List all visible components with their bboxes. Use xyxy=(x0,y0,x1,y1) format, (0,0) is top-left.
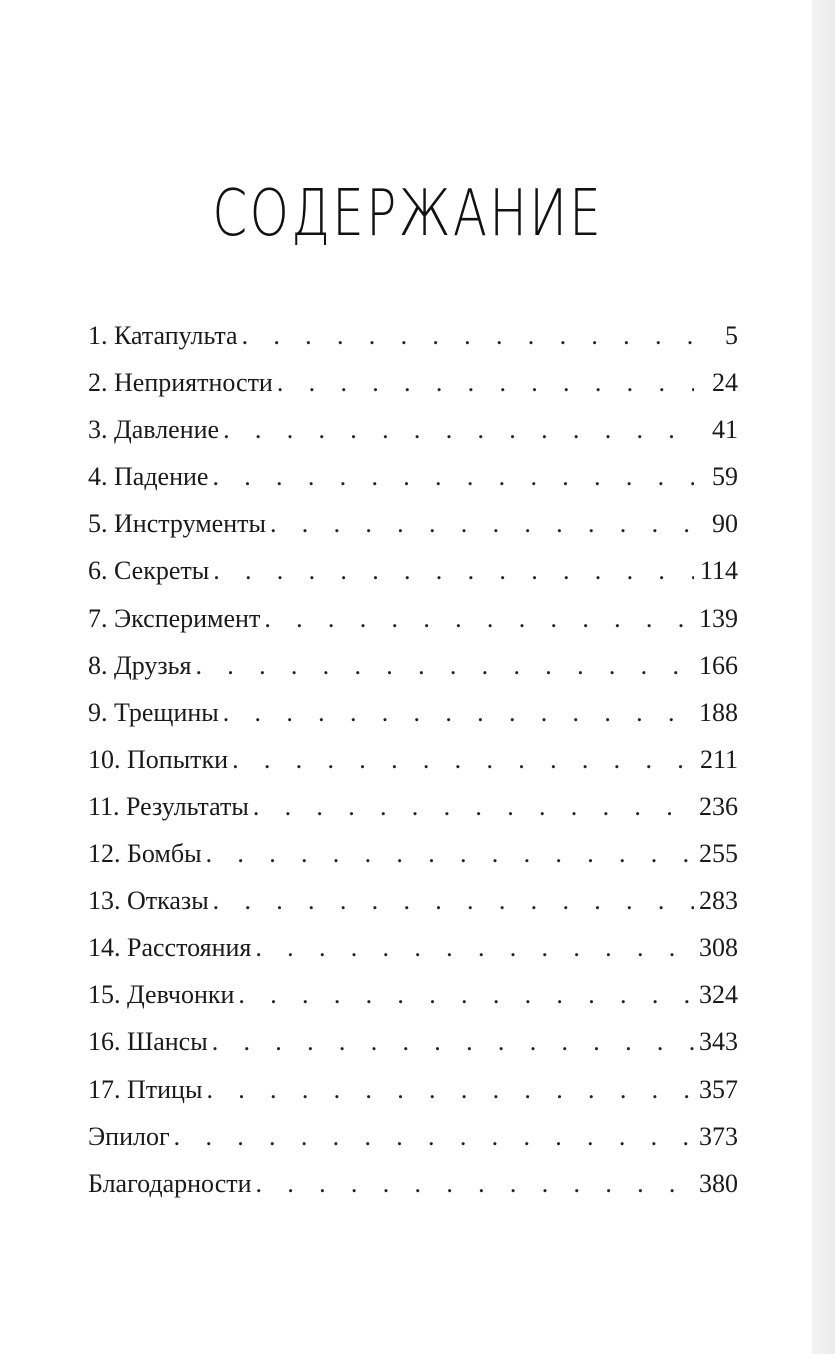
toc-entry-label: 17. Птицы xyxy=(88,1074,203,1104)
toc-entry-page: 139 xyxy=(699,603,738,633)
toc-entry-label: 9. Трещины xyxy=(88,697,219,727)
toc-entry-page: 373 xyxy=(699,1121,738,1151)
toc-entry-label: 15. Девчонки xyxy=(88,980,235,1010)
toc-entry-page: 343 xyxy=(699,1027,738,1057)
toc-entry-page: 41 xyxy=(712,415,738,445)
toc-entry xyxy=(88,406,738,453)
toc-entry-page: 357 xyxy=(699,1074,738,1104)
toc-entry xyxy=(88,595,738,642)
toc-entry-page: 380 xyxy=(699,1168,738,1198)
toc-leader-dots xyxy=(270,500,694,547)
toc-entry-page: 59 xyxy=(712,462,738,492)
toc-entry-page: 255 xyxy=(699,839,738,869)
toc-leader-dots xyxy=(212,1018,694,1065)
toc-entry-label: 7. Эксперимент xyxy=(88,603,261,633)
toc-leader-dots xyxy=(277,359,694,406)
toc-entry xyxy=(88,1018,738,1065)
toc-entry-label: 14. Расстояния xyxy=(88,933,252,963)
toc-entry-page: 308 xyxy=(699,933,738,963)
table-of-contents xyxy=(88,312,738,1207)
toc-entry-label: 12. Бомбы xyxy=(88,839,202,869)
toc-entry-page: 24 xyxy=(712,368,738,398)
toc-entry xyxy=(88,500,738,547)
page-title: СОДЕРЖАНИЕ xyxy=(212,177,604,251)
toc-entry-label: 5. Инструменты xyxy=(88,509,266,539)
toc-entry-label: 10. Попытки xyxy=(88,744,229,774)
toc-leader-dots xyxy=(238,971,694,1018)
toc-entry xyxy=(88,877,738,924)
toc-entry xyxy=(88,783,738,830)
toc-entry-label: 16. Шансы xyxy=(88,1027,208,1057)
toc-leader-dots xyxy=(223,406,694,453)
toc-leader-dots xyxy=(232,736,694,783)
toc-entry-label: 8. Друзья xyxy=(88,650,192,680)
toc-leader-dots xyxy=(242,312,694,359)
toc-entry xyxy=(88,1066,738,1113)
toc-entry-label: 2. Неприятности xyxy=(88,368,273,398)
toc-entry-page: 166 xyxy=(699,650,738,680)
toc-leader-dots xyxy=(206,1066,694,1113)
toc-entry xyxy=(88,642,738,689)
toc-leader-dots xyxy=(213,877,694,924)
toc-entry-label: 11. Результаты xyxy=(88,791,249,821)
toc-entry xyxy=(88,312,738,359)
toc-leader-dots xyxy=(206,830,694,877)
toc-entry xyxy=(88,971,738,1018)
toc-leader-dots xyxy=(253,783,694,830)
toc-entry-page: 114 xyxy=(699,556,738,586)
toc-entry-page: 211 xyxy=(699,744,738,774)
toc-leader-dots xyxy=(212,453,694,500)
toc-leader-dots xyxy=(213,547,694,594)
toc-entry-label: 13. Отказы xyxy=(88,886,209,916)
toc-leader-dots xyxy=(264,595,694,642)
toc-entry-page: 236 xyxy=(699,791,738,821)
toc-entry-label: 3. Давление xyxy=(88,415,220,445)
toc-entry xyxy=(88,453,738,500)
toc-leader-dots xyxy=(256,1160,694,1207)
toc-entry xyxy=(88,689,738,736)
toc-entry xyxy=(88,547,738,594)
toc-entry-page: 90 xyxy=(712,509,738,539)
toc-leader-dots xyxy=(174,1113,694,1160)
toc-entry-page: 5 xyxy=(725,321,738,350)
toc-entry-page: 188 xyxy=(699,697,738,727)
toc-entry-label: Эпилог xyxy=(88,1121,170,1151)
toc-entry-label: Благодарности xyxy=(88,1168,252,1198)
toc-entry xyxy=(88,1113,738,1160)
toc-entry-page: 324 xyxy=(699,980,738,1010)
toc-entry xyxy=(88,736,738,783)
toc-leader-dots xyxy=(195,642,694,689)
toc-entry xyxy=(88,1160,738,1207)
toc-entry-page: 283 xyxy=(699,886,738,916)
toc-entry-label: 6. Секреты xyxy=(88,556,210,586)
toc-entry xyxy=(88,830,738,877)
toc-entry-label: 4. Падение xyxy=(88,462,209,492)
page-edge-shadow xyxy=(812,0,835,1354)
toc-entry xyxy=(88,359,738,406)
toc-entry xyxy=(88,924,738,971)
toc-leader-dots xyxy=(223,689,694,736)
toc-leader-dots xyxy=(255,924,694,971)
toc-entry-label: 1. Катапульта xyxy=(88,321,238,350)
